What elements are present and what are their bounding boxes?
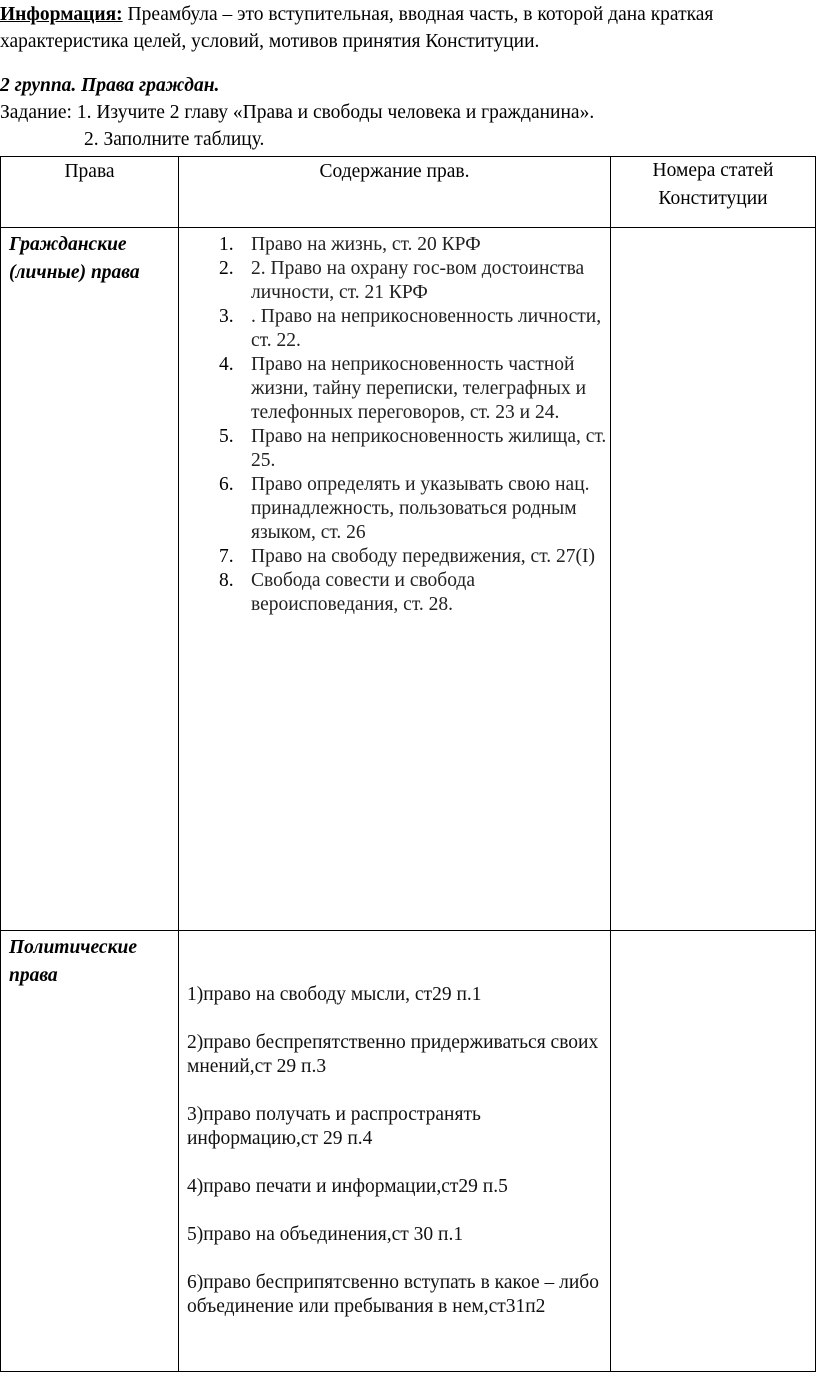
- list-item: [179, 569, 610, 617]
- list-item-text: Свобода совести и свобода вероисповедания, ст. 28.: [251, 570, 475, 615]
- list-item: [179, 545, 610, 569]
- rights-table: [0, 156, 816, 1372]
- content-cell: [179, 228, 611, 931]
- list-item: [179, 257, 610, 305]
- list-item-number: 1.: [219, 234, 234, 255]
- table-row-civil: [1, 228, 816, 931]
- row-label-cell: [1, 228, 179, 931]
- list-item: 4)право печати и информации,ст29 п.5: [187, 1176, 508, 1197]
- row-label-political: Политические права: [9, 937, 137, 986]
- intro-text-1: Преамбула – это вступительная, вводная часть, в которой дана краткая: [122, 4, 714, 25]
- list-item: [179, 233, 610, 257]
- task-line-1: Задание: 1. Изучите 2 главу «Права и свободы человека и гражданина».: [0, 102, 595, 123]
- table-header-row: [1, 157, 816, 228]
- civil-rights-list: [179, 228, 610, 617]
- list-item: 6)право бесприпятсвенно вступать в какое – либо объединение или пребывания в нем,ст31п2: [187, 1272, 599, 1317]
- list-item-number: 7.: [219, 546, 234, 567]
- list-item-number: 8.: [219, 570, 234, 591]
- task-line-2: 2. Заполните таблицу.: [84, 129, 265, 150]
- list-item: 2)право беспрепятственно придерживаться своих мнений,ст 29 п.3: [187, 1032, 599, 1077]
- list-item: 1)право на свободу мысли, ст29 п.1: [187, 984, 482, 1005]
- list-item-number: 5.: [219, 426, 234, 447]
- articles-cell: [611, 228, 816, 931]
- list-item: 3)право получать и распространять информацию,ст 29 п.4: [187, 1104, 481, 1149]
- row-label-civil: Гражданские (личные) права: [9, 234, 140, 283]
- intro-line-2: характеристика целей, условий, мотивов принятия Конституции.: [0, 31, 540, 52]
- list-item: [179, 473, 610, 545]
- list-item-number: 6.: [219, 474, 234, 495]
- list-item-text: Право на жизнь, ст. 20 КРФ: [251, 234, 481, 255]
- info-label: Информация:: [0, 4, 123, 25]
- list-item: [179, 353, 610, 425]
- list-item: [179, 425, 610, 473]
- list-item-text: Право на неприкосновенность частной жизни, тайну переписки, телеграфных и телефонных переговоров, ст. 23 и 24.: [251, 354, 587, 423]
- header-cell: Содержание прав.: [179, 157, 611, 228]
- group-title: 2 группа. Права граждан.: [0, 75, 220, 96]
- table-row-political: [1, 931, 816, 1372]
- list-item-text: Право определять и указывать свою нац. принадлежность, пользоваться родным языком, ст. 26: [251, 474, 590, 543]
- list-item-text: Право на свободу передвижения, ст. 27(I): [251, 546, 595, 567]
- header-cell: Права: [1, 157, 179, 228]
- list-item-text: Право на неприкосновенность жилища, ст. 25.: [251, 426, 607, 471]
- list-item-text: 2. Право на охрану гос-вом достоинства личности, ст. 21 КРФ: [251, 258, 585, 303]
- list-item-number: 2.: [219, 258, 234, 279]
- header-cell: Номера статей Конституции: [611, 157, 816, 228]
- list-item-text: . Право на неприкосновенность личности, ст. 22.: [251, 306, 602, 351]
- political-rights-list: [179, 931, 610, 1319]
- intro-line-1: [0, 4, 713, 26]
- list-item: 5)право на объединения,ст 30 п.1: [187, 1224, 464, 1245]
- articles-cell: [611, 931, 816, 1372]
- list-item-number: 3.: [219, 306, 234, 327]
- list-item: [179, 305, 610, 353]
- row-label-cell: [1, 931, 179, 1372]
- list-item-number: 4.: [219, 354, 234, 375]
- content-cell: [179, 931, 611, 1372]
